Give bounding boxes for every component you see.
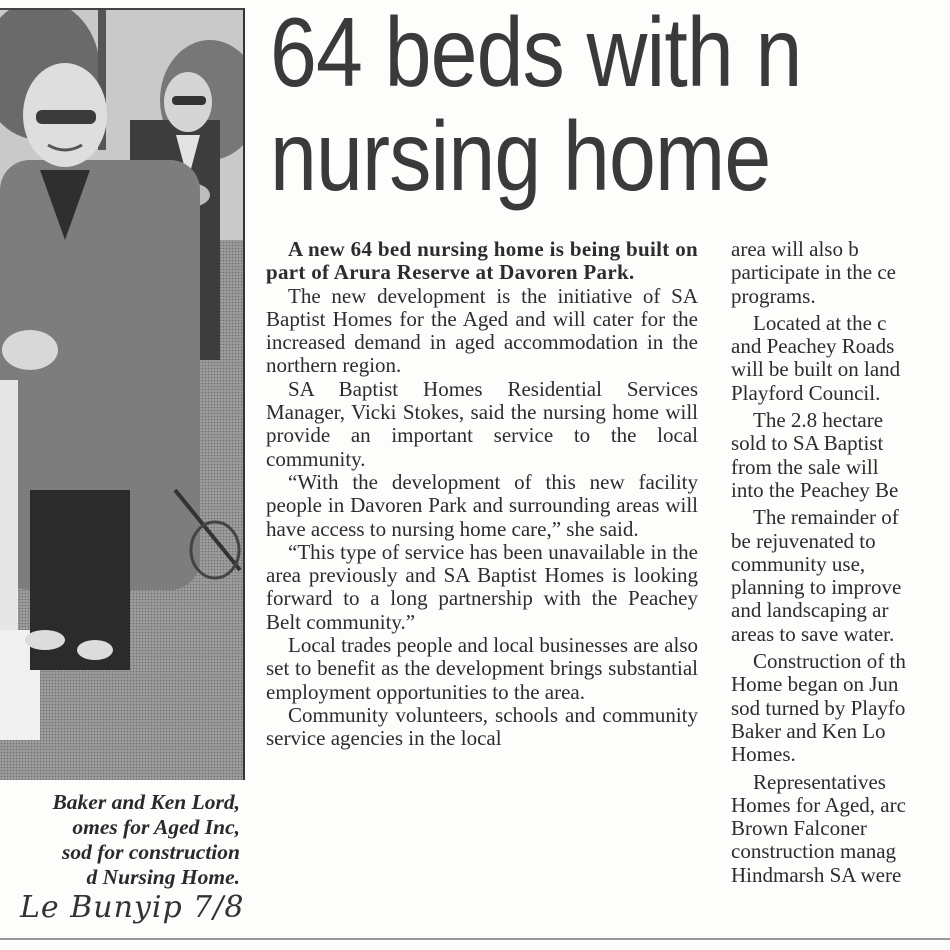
article-line: be rejuvenated to [731,528,876,553]
caption-line: Baker and Ken Lord, [52,790,240,814]
article-line: programs. [731,283,816,308]
article-line: will be built on land [731,357,901,382]
article-column-1 [266,238,698,751]
article-line: community use, [731,551,866,576]
page-edge-divider [0,938,950,940]
article-line: Homes for Aged, arc [731,792,906,817]
article-paragraph: Local trades people and local businesses are also set to benefit as the development brings substantial employment opportunities to the area. [266,633,698,704]
article-line: Representatives [753,769,886,794]
article-line: participate in the ce [731,260,896,285]
photo-image [0,10,243,780]
caption-line: d Nursing Home. [86,865,240,889]
news-photo [0,8,245,780]
headline-line-2: nursing home [270,101,771,211]
caption-line: omes for Aged Inc, [72,815,240,839]
article-line: areas to save water. [731,621,895,646]
article-line: and landscaping ar [731,598,889,623]
photo-caption [0,790,240,890]
handwritten-signature: Le Bunyip 7/8 [20,890,245,925]
article-column-2 [731,238,950,887]
article-line: Playford Council. [731,380,881,405]
headline-line-1: 64 beds with n [270,0,802,107]
article-line: Located at the c [753,310,887,335]
article-paragraph: Community volunteers, schools and community service agencies in the local [266,702,698,751]
article-line: sod turned by Playfo [731,695,906,720]
article-line: into the Peachey Be [731,477,899,502]
article-line: sold to SA Baptist [731,431,884,456]
article-line: The 2.8 hectare [753,408,884,433]
headline [270,0,872,211]
article-line: Construction of th [753,649,906,674]
article-line: from the sale will [731,454,879,479]
article-line: Home began on Jun [731,672,899,697]
article-line: construction manag [731,839,897,864]
article-line: Hindmarsh SA were [731,862,902,887]
article-line: Brown Falconer [731,816,867,841]
article-paragraph: “With the development of this new facility people in Davoren Park and surrounding areas will have access to nursing home care,” she said. [266,469,698,541]
article-line: area will also b [731,237,859,261]
article-paragraph: “This type of service has been unavailable in the area previously and SA Baptist Homes is looking forward to a long partnership with the Peachey Belt community.” [266,539,698,634]
article-line: The remainder of [753,505,899,530]
article-line: and Peachey Roads [731,334,895,359]
article-line: Baker and Ken Lo [731,718,886,743]
article-paragraph: The new development is the initiative of SA Baptist Homes for the Aged and will cater for the increased demand in aged accommodation in the northern region. [266,283,698,378]
article-lead: A new 64 bed nursing home is being built on part of Arura Reserve at Davoren Park. [266,237,698,285]
article-paragraph: SA Baptist Homes Residential Services Manager, Vicki Stokes, said the nursing home will provide an important service to the local community. [266,376,698,471]
caption-line: sod for construction [61,840,240,864]
article-line: Homes. [731,742,796,767]
article-line: planning to improve [731,575,902,600]
